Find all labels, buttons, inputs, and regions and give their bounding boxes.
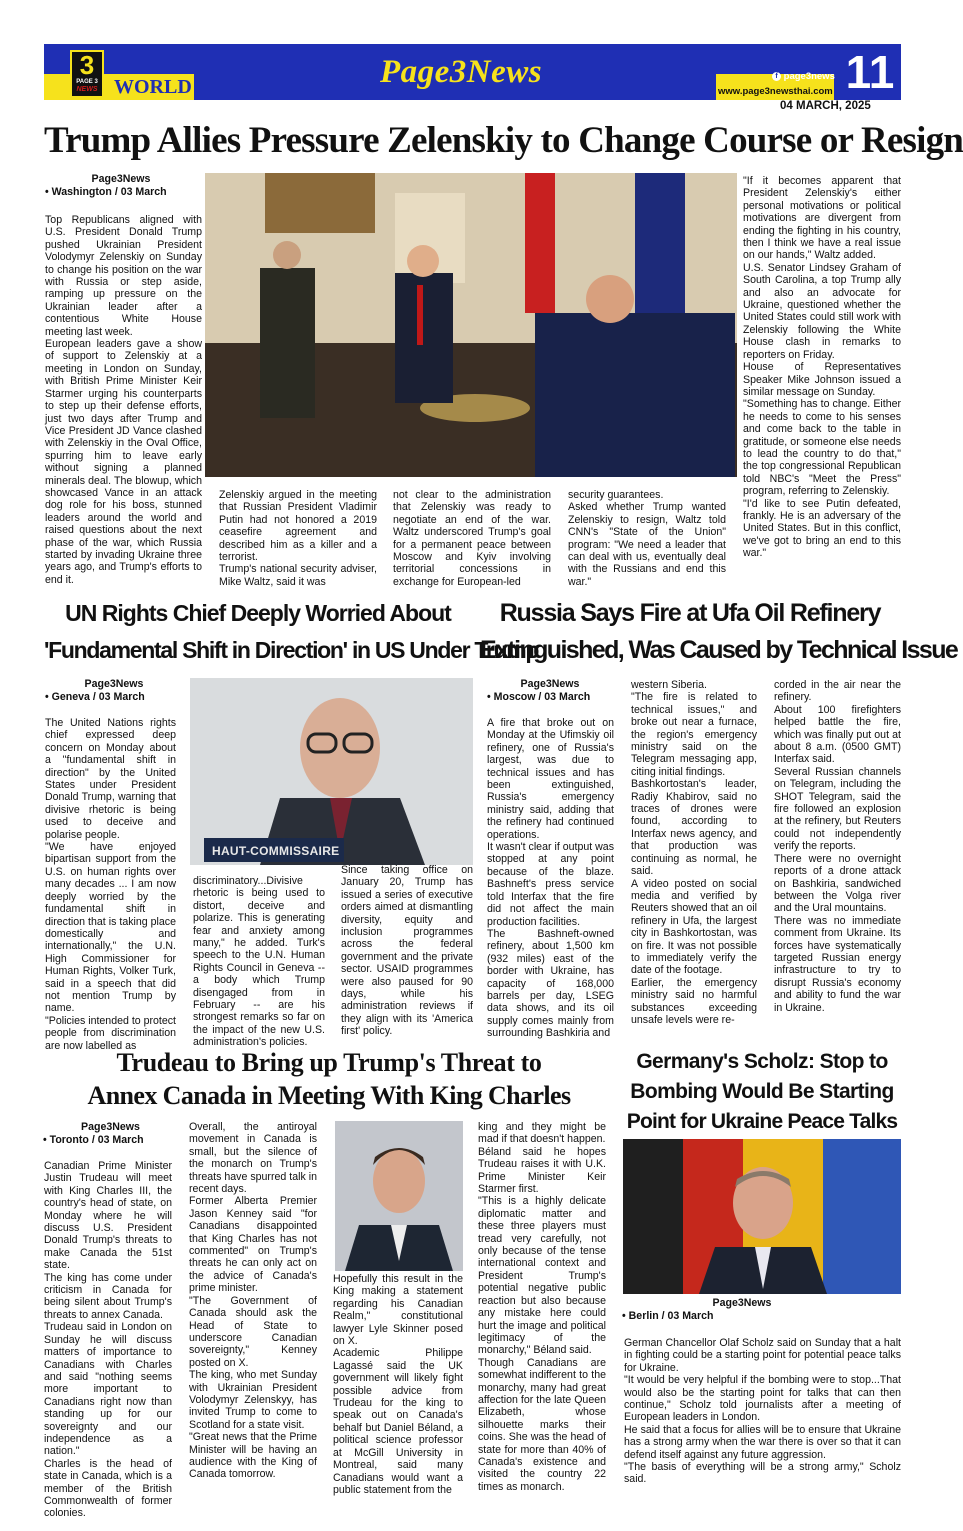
scholz-byline bbox=[622, 1297, 822, 1323]
byline-source: Page3News bbox=[91, 173, 151, 185]
logo-small-text: PAGE 3 bbox=[76, 79, 98, 85]
paragraph: "I'd like to see Putin defeated, frankly. He is an adversary of the United States. But in this conflict, we've got to bring an end to this war." bbox=[743, 497, 901, 560]
main-headline: Trump Allies Pressure Zelenskiy to Change Course or Resign bbox=[44, 120, 963, 161]
paragraph: The Bashneft-owned refinery, about 1,500 km (932 miles) east of the border with Ukraine, has capacity of 168,000 barrels per day, LSEG data shows, and its oil supply comes mainly from surrounding Bashkiria and bbox=[487, 927, 614, 1040]
paragraph: "Great news that the Prime Minister will be having an audience with the King of Canada tomorrow. bbox=[189, 1431, 317, 1481]
paragraph: There was no immediate comment from Ukraine. Its forces have systematically targeted Russian energy infrastructure to try to disrupt Russia's economy and ability to fund the war in Ukraine. bbox=[774, 914, 901, 1014]
paragraph: not clear to the administration that Zelenskiy was ready to negotiate an end of the war. Waltz underscored Trump's goal for a permanent peace between Moscow and Kyiv involving territorial concessions in exchange for European-led bbox=[393, 489, 551, 588]
un-headline-2: 'Fundamental Shift in Direction' in US Under Trump bbox=[44, 637, 539, 663]
trudeau-col-2 bbox=[189, 1121, 317, 1481]
paragraph: discriminatory...Divisive rhetoric is being used to distort, deceive and polarize. This is generating fear and anxiety among many," he added. Turk's speech to the U.N. Human Rights Council in Geneva -- a body which Trump disengaged from in February -- are his strongest remarks so far on the impact of the new U.S. administration's policies. bbox=[193, 875, 325, 1049]
byline-location: • Toronto / 03 March bbox=[43, 1134, 178, 1147]
paragraph: A fire that broke out on Monday at the Ufimskiy oil refinery, one of Russia's largest, was due to technical issues and has been extinguished, Russia's emergency ministry said, adding that the refinery had continued operations. bbox=[487, 717, 614, 841]
ufa-col-3 bbox=[774, 679, 901, 1045]
paragraph: Though Canadians are somewhat indifferent to the monarchy, many had great affection for the late Queen Elizabeth, whose silhouette marks their coins. She was the head of state for more than 40% of Canada's existence and visited the country 22 times as monarch. bbox=[478, 1356, 606, 1493]
paragraph: Zelenskiy argued in the meeting that Russian President Vladimir Putin had not honored a 2019 ceasefire agreement and described him as a killer and a terrorist. bbox=[219, 489, 377, 564]
main-col-1 bbox=[45, 214, 202, 590]
trudeau-headline-2: Annex Canada in Meeting With King Charles bbox=[87, 1081, 571, 1110]
paragraph: "We have enjoyed bipartisan support from the U.S. on human rights over many decades ... I am now deeply worried by the fundamental shift in direction that is taking place domestically and internationally," the U.N. High Commissioner for Human Rights, Volker Turk, said in a speech that did not mention Trump by name. bbox=[45, 841, 176, 1015]
ufa-headline-1: Russia Says Fire at Ufa Oil Refinery bbox=[499, 599, 881, 627]
byline-source: Page3News bbox=[81, 1121, 140, 1133]
paragraph: House of Representatives Speaker Mike Johnson issued a similar message on Sunday. bbox=[743, 361, 901, 398]
paragraph: "This is a highly delicate diplomatic matter and these three players must tread very carefully, not only because of the tense international context and President Trump's potential negative public reaction but also because any mistake here could hurt the image and political legitimacy of the monarchy," Béland said. bbox=[478, 1195, 606, 1357]
un-headline-1: UN Rights Chief Deeply Worried About bbox=[65, 600, 451, 626]
paragraph: "The fire is related to technical issues," and broke out near a furnace, the region's emergency ministry said on the Telegram messaging app, citing initial findings. bbox=[631, 691, 757, 778]
byline-source: Page3News bbox=[712, 1297, 772, 1309]
paragraph: The king has come under criticism in Canada for being silent about Trump's threats to annex Canada. bbox=[44, 1271, 172, 1321]
logo-news-text: NEWS bbox=[76, 86, 98, 93]
paragraph: Asked whether Trump wanted Zelenskiy to resign, Waltz told CNN's "State of the Union" program: "We need a leader that can deal with us, eventually deal with the Russians and end this war." bbox=[568, 501, 726, 588]
page-number: 11 bbox=[845, 46, 895, 98]
main-col-5 bbox=[743, 175, 901, 589]
trudeau-byline bbox=[43, 1121, 178, 1147]
ufa-col-1 bbox=[487, 717, 614, 1045]
paragraph: Hopefully this result in the King making a statement regarding his Canadian Realm," constitutional lawyer Lyle Skinner posed on X. bbox=[333, 1273, 463, 1348]
byline-location: • Washington / 03 March bbox=[45, 186, 197, 199]
paragraph: Bashkortostan's leader, Radiy Khabirov, said no traces of drones were found, according to Interfax news agency, and that production was continuing as normal, he said. bbox=[631, 778, 757, 878]
scholz-photo bbox=[623, 1139, 901, 1294]
social-handle-text: page3news bbox=[783, 71, 835, 82]
paragraph: Béland said he hopes Trudeau raises it with U.K. Prime Minister Keir Starmer first. bbox=[478, 1145, 606, 1196]
brand-text: Page3News bbox=[380, 54, 543, 90]
byline-source: Page3News bbox=[520, 678, 580, 690]
byline-location: • Geneva / 03 March bbox=[45, 691, 183, 704]
paragraph: A video posted on social media and verified by Reuters showed that an oil refinery in Ufa, the largest city in Bashkortostan, was on fire. It was not possible to immediately verify the date of the footage. bbox=[631, 877, 757, 977]
nameplate-text: HAUT-COMMISSAIRE bbox=[212, 844, 340, 858]
scholz-illustration bbox=[623, 1139, 901, 1294]
un-col-3 bbox=[341, 864, 473, 1045]
trudeau-col-1 bbox=[44, 1160, 172, 1520]
paragraph: It wasn't clear if output was stopped at any point because of the blaze. Bashneft's press service told Interfax that the fire did not affect the main production facilities. bbox=[487, 841, 614, 928]
ufa-headline-2: Extinguished, Was Caused by Technical Issue bbox=[480, 636, 958, 664]
website-url: www.page3newsthai.com bbox=[718, 86, 833, 97]
oval-office-photo bbox=[205, 173, 737, 477]
paragraph: western Siberia. bbox=[631, 679, 707, 691]
un-col-2 bbox=[193, 875, 325, 1049]
brand-title bbox=[380, 52, 570, 92]
un-byline bbox=[45, 678, 183, 704]
paragraph: Trump's national security adviser, Mike Waltz, said it was bbox=[219, 563, 377, 588]
byline-location: • Berlin / 03 March bbox=[622, 1310, 822, 1323]
paragraph: Canadian Prime Minister Justin Trudeau will meet with King Charles III, the country's head of state, on Monday where he will discuss U.S. President Donald Trump's threats to make Canada the 51st state. bbox=[44, 1160, 172, 1272]
paragraph: Charles is the head of state in Canada, which is a member of the British Commonwealth of former colonies. bbox=[44, 1457, 172, 1520]
paragraph: U.S. Senator Lindsey Graham of South Carolina, a top Trump ally and also an advocate for Ukraine, questioned whether the United States could still work with Zelenskiy following the White House clash in remarks to reporters on Friday. bbox=[743, 261, 901, 361]
trudeau-illustration bbox=[335, 1121, 463, 1271]
paragraph: security guarantees. bbox=[568, 489, 664, 501]
turk-photo bbox=[190, 678, 473, 865]
scholz-headline-3: Point for Ukraine Peace Talks bbox=[626, 1110, 898, 1133]
paragraph: "The Government of Canada should ask the Head of State to underscore Canadian sovereignty," Kenney posted on X. bbox=[189, 1294, 317, 1369]
paragraph: He said that a focus for allies will be to ensure that Ukraine has a strong army when the war there is over so that it can defend itself against any future aggression. bbox=[624, 1423, 901, 1461]
scholz-headline-1: Germany's Scholz: Stop to bbox=[636, 1050, 888, 1073]
paragraph: king and they might be mad if that doesn't happen. bbox=[478, 1121, 606, 1146]
byline-location: • Moscow / 03 March bbox=[487, 691, 613, 704]
paragraph: corded in the air near the refinery. bbox=[774, 679, 901, 704]
paragraph: The United Nations rights chief expressed deep concern on Monday about a "fundamental shift in direction" by the United States under President Donald Trump, warning that divisive rhetoric is being used to deceive and polarise people. bbox=[45, 717, 176, 841]
ufa-byline bbox=[487, 678, 613, 704]
paragraph: There were no overnight reports of a drone attack on Bashkiria, sandwiched between the Volga river and the Ural mountains. bbox=[774, 852, 901, 915]
main-col-4 bbox=[568, 489, 726, 589]
paragraph: Overall, the antiroyal movement in Canada is small, but the silence of the monarch on Trump's threats have spurred talk in recent days. bbox=[189, 1121, 317, 1196]
scholz-headline-2: Bombing Would Be Starting bbox=[630, 1080, 894, 1103]
section-label: WORLD bbox=[114, 76, 192, 98]
paragraph: Since taking office on January 20, Trump has issued a series of executive orders aimed at dismantling diversity, equity and inclusion programmes across the federal government and the private sector. USAID programmes were also paused for 90 days, while his administration reviews if they align with its 'America first' policy. bbox=[341, 864, 473, 1038]
paragraph: "Policies intended to protect people from discrimination are now labelled as bbox=[45, 1014, 176, 1052]
oval-office-illustration bbox=[205, 173, 737, 477]
turk-illustration bbox=[190, 678, 473, 865]
facebook-icon: f bbox=[772, 72, 781, 81]
social-handle bbox=[772, 71, 835, 82]
paragraph: Several Russian channels on Telegram, including the SHOT Telegram, said the fire followed an explosion at the refinery, but Reuters could not independently verify the reports. bbox=[774, 765, 901, 853]
paragraph: Academic Philippe Lagassé said the UK government will likely fight possible advice from Trudeau for the king to speak out on Canada's behalf but Daniel Béland, a political science professor at McGill University in Montreal, said many Canadians would want a public statement from the bbox=[333, 1347, 463, 1496]
paragraph: Earlier, the emergency ministry said no harmful substances exceeding unsafe levels were re- bbox=[631, 976, 757, 1026]
issue-date: 04 MARCH, 2025 bbox=[780, 100, 871, 112]
trudeau-col-3 bbox=[333, 1273, 463, 1496]
scholz-body bbox=[624, 1337, 901, 1491]
ufa-col-2 bbox=[631, 679, 757, 1045]
paragraph: The king, who met Sunday with Ukrainian President Volodymyr Zelenskyy, has invited Trump to come to Scotland for a state visit. bbox=[189, 1369, 317, 1431]
paragraph: "The basis of everything will be a strong army," Scholz said. bbox=[624, 1461, 901, 1486]
paragraph: Top Republicans aligned with U.S. President Donald Trump pushed Ukrainian President Volodymyr Zelenskiy on Sunday to change his position on the war with Russia or step aside, ramping up pressure on the Ukrainian leader after a contentious White House meeting last week. bbox=[45, 214, 202, 338]
paragraph: Former Alberta Premier Jason Kenney said "for Canadians disappointed that King Charles has not commented" on Trump's threats he can only act on the advice of Canada's prime minister. bbox=[189, 1195, 317, 1295]
trudeau-headline-1: Trudeau to Bring up Trump's Threat to bbox=[116, 1048, 542, 1077]
paragraph: "It would be very helpful if the bombing were to stop...That would also be the starting point for talks that can then continue," Scholz told journalists after a meeting of European leaders in London. bbox=[624, 1374, 901, 1424]
main-col-2 bbox=[219, 489, 377, 589]
paragraph: German Chancellor Olaf Scholz said on Sunday that a halt in fighting could be a starting point for potential peace talks for Ukraine. bbox=[624, 1337, 901, 1374]
paragraph: About 100 firefighters helped battle the fire, which was finally put out at about 8 a.m. (0500 GMT) Interfax said. bbox=[774, 703, 901, 766]
un-col-1 bbox=[45, 717, 176, 1052]
trudeau-photo bbox=[335, 1121, 463, 1271]
byline-source: Page3News bbox=[84, 678, 144, 690]
paragraph: European leaders gave a show of support to Zelenskiy at a meeting in London on Sunday, with British Prime Minister Keir Starmer urging his counterparts to step up their defense efforts, just two days after Trump and Vice President JD Vance clashed with Zelenskiy in the Oval Office, spurring him to leave early without signing a planned minerals deal. The blowup, which showcased Vance in an attack dog role for his boss, stunned leaders around the world and raised questions about the next phase of the war, which Russia started by invading Ukraine three years ago, and Trump's efforts to end it. bbox=[45, 338, 202, 586]
main-byline bbox=[45, 173, 197, 199]
main-col-3 bbox=[393, 489, 551, 589]
paragraph: "If it becomes apparent that President Zelenskiy's either personal motivations or political motivations are divergent from ending the fighting in his country, then I think we have a real issue on our hands," Waltz added. bbox=[743, 175, 901, 262]
logo-digit: 3 bbox=[79, 50, 95, 80]
trudeau-col-4 bbox=[478, 1121, 606, 1491]
paragraph: Trudeau said in London on Sunday he will discuss matters of importance to Canadians with Charles and said "nothing seems more important to Canadians right now than standing up for our sovereignty and our independence as a nation." bbox=[44, 1321, 172, 1458]
paragraph: "Something has to change. Either he needs to come to his senses and come back to the table in gratitude, or someone else needs to lead the country to do that," the top congressional Republican told NBC's "Meet the Press" program, referring to Zelenskiy. bbox=[743, 398, 901, 498]
page3-logo bbox=[70, 50, 104, 98]
